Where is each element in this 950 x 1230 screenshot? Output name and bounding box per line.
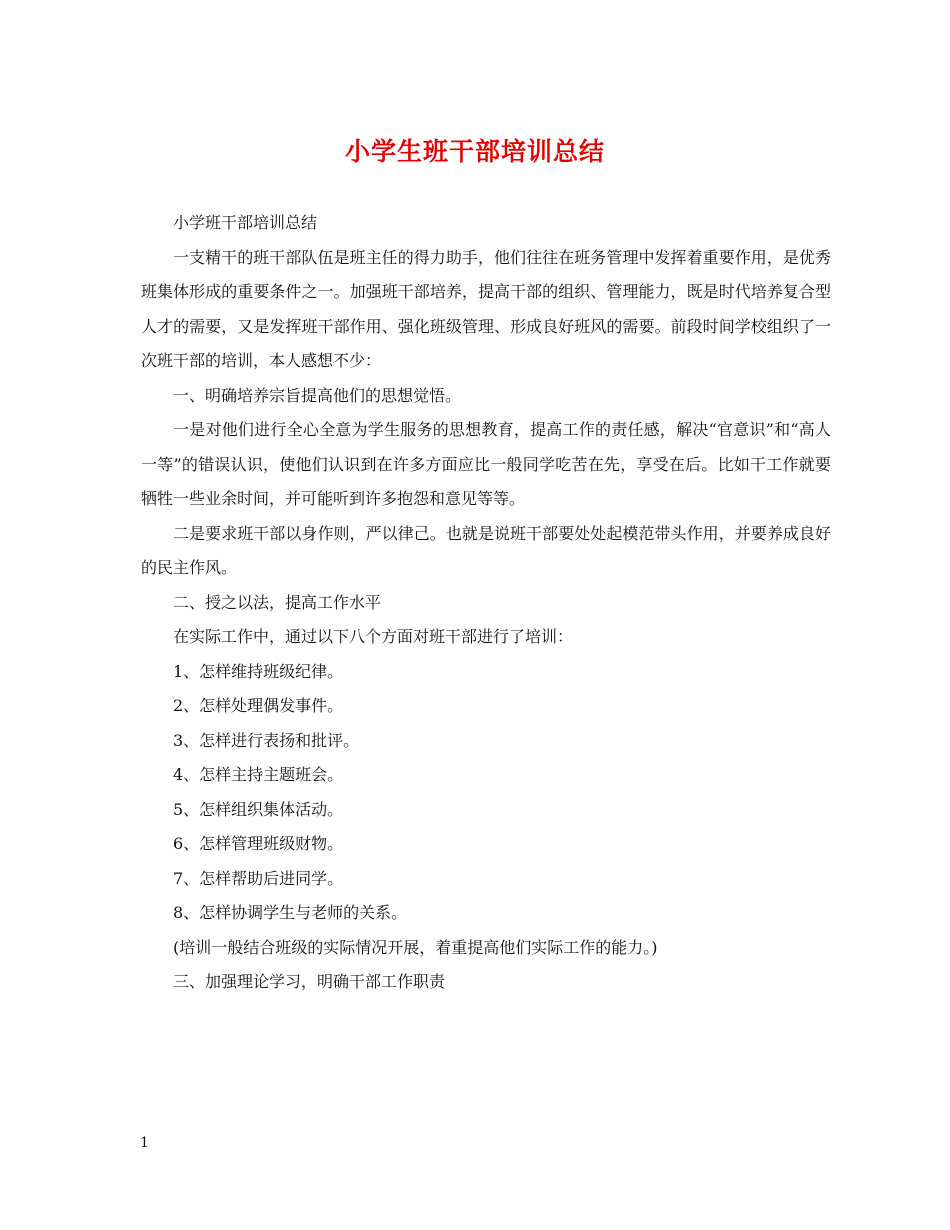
paragraph-intro: 一支精干的班干部队伍是班主任的得力助手，他们往往在班务管理中发挥着重要作用，是优秀班集体形成的重要条件之一。加强班干部培养，提高干部的组织、管理能力，既是时代培养复合型人才的需要，又是发挥班干部作用、强化班级管理、形成良好班风的需要。前段时间学校组织了一次班干部的培训，本人感想不少：	[141, 247, 831, 370]
list-item: 3、怎样进行表扬和批评。	[173, 730, 360, 750]
paragraph: 在实际工作中，通过以下八个方面对班干部进行了培训：	[173, 627, 574, 646]
paragraph-note: (培训一般结合班级的实际情况开展，着重提高他们实际工作的能力。)	[173, 937, 658, 957]
list-item: 4、怎样主持主题班会。	[173, 765, 344, 784]
list-item: 2、怎样处理偶发事件。	[173, 696, 344, 715]
section-heading-2: 二、授之以法，提高工作水平	[173, 592, 382, 612]
paragraph-subtitle: 小学班干部培训总结	[173, 213, 318, 232]
list-item: 8、怎样协调学生与老师的关系。	[173, 903, 408, 922]
paragraph: 二是要求班干部以身作则，严以律己。也就是说班干部要处处起模范带头作用，并要养成良好的民主作风。	[141, 523, 831, 577]
section-heading-1: 一、明确培养宗旨提高他们的思想觉悟。	[173, 385, 462, 405]
list-item: 6、怎样管理班级财物。	[173, 834, 344, 853]
section-heading-3: 三、加强理论学习，明确干部工作职责	[173, 972, 446, 991]
paragraph: 一是对他们进行全心全意为学生服务的思想教育，提高工作的责任感，解决“官意识”和“高人一等”的错误认识，使他们认识到在许多方面应比一般同学吃苦在先，享受在后。比如干工作就要牺牲一些业余时间，并可能听到许多抱怨和意见等等。	[141, 420, 831, 508]
list-item: 1、怎样维持班级纪律。	[173, 661, 344, 681]
list-item: 5、怎样组织集体活动。	[173, 799, 344, 819]
document-body	[141, 206, 831, 1000]
document-title: 小学生班干部培训总结	[344, 137, 605, 166]
page-number: 1	[140, 1135, 149, 1151]
list-item: 7、怎样帮助后进同学。	[173, 868, 344, 888]
